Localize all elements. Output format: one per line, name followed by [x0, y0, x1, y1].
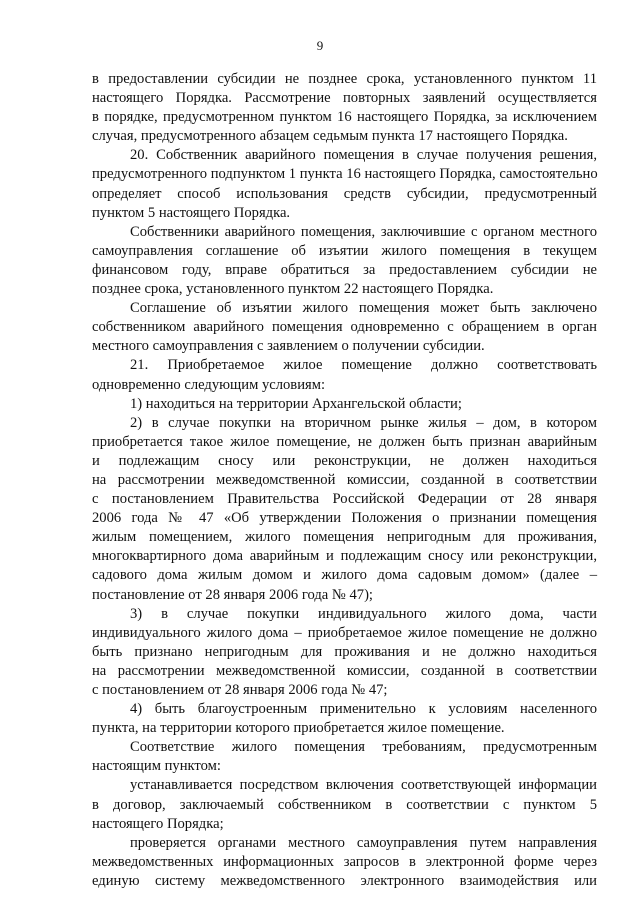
text-line: многоквартирного дома аварийным и подлежащим сносу или реконструкции, — [92, 548, 597, 565]
text-line: с постановлением Правительства Российской Федерации от 28 января — [92, 491, 597, 508]
text-line: и подлежащим сносу или реконструкции, не должен находиться — [92, 452, 597, 469]
text-line: пункта, на территории которого приобретается жилое помещение. — [92, 720, 505, 737]
text-line: межведомственных информационных запросов в электронной форме через — [92, 853, 597, 870]
text-line: Собственники аварийного помещения, заключившие с органом местного — [130, 223, 597, 240]
page-number: 9 — [316, 38, 324, 53]
text-line: садового дома жилым домом и жилого дома садовым домом» (далее – — [92, 567, 597, 584]
text-line: позднее срока, установленного пунктом 22 настоящего Порядка. — [92, 281, 494, 298]
text-line: 2) в случае покупки на вторичном рынке жилья – дом, в котором — [130, 414, 597, 431]
text-line: с постановлением от 28 января 2006 года № 47; — [92, 682, 388, 698]
text-line: 3) в случае покупки индивидуального жилого дома, части — [130, 605, 597, 622]
text-line: настоящего Порядка. Рассмотрение повторных заявлений осуществляется — [92, 90, 597, 107]
text-line: случая, предусмотренного абзацем седьмым пункта 17 настоящего Порядка. — [92, 128, 568, 145]
text-line: быть признано непригодным для проживания и не должно находиться — [92, 643, 597, 660]
text-line: предусмотренного подпунктом 1 пункта 16 настоящего Порядка, самостоятельно — [92, 166, 598, 183]
text-line: проверяется органами местного самоуправления путем направления — [130, 834, 597, 851]
text-line: 1) находиться на территории Архангельской области; — [130, 395, 462, 412]
text-line: 2006 года № 47 «Об утверждении Положения о признании помещения — [92, 510, 597, 527]
text-line: 21. Приобретаемое жилое помещение должно соответствовать — [130, 357, 597, 374]
text-line: местного самоуправления с заявлением о получении субсидии. — [92, 338, 485, 355]
text-line: 4) быть благоустроенным применительно к условиям населенного — [130, 701, 597, 718]
text-line: приобретается такое жилое помещение, не должен быть признан аварийным — [92, 433, 597, 450]
text-line: единую систему межведомственного электронного взаимодействия или — [92, 872, 597, 889]
text-line: финансовом году, вправе обратиться за предоставлением субсидии не — [92, 261, 597, 278]
document-body — [92, 70, 597, 891]
text-line: самоуправления соглашение об изъятии жилого помещения в текущем — [92, 242, 597, 259]
text-line: устанавливается посредством включения соответствующей информации — [130, 777, 597, 794]
text-line: жилым помещением, жилого помещения непригодным для проживания, — [92, 529, 597, 546]
text-line: Соглашение об изъятии жилого помещения может быть заключено — [130, 300, 597, 317]
text-line: Соответствие жилого помещения требованиям, предусмотренным — [130, 739, 597, 756]
text-line: на рассмотрении межведомственной комиссии, созданной в соответствии — [92, 662, 597, 679]
text-line: в порядке, предусмотренном пунктом 16 настоящего Порядка, за исключением — [92, 109, 597, 126]
text-line: 20. Собственник аварийного помещения в случае получения решения, — [130, 147, 597, 164]
text-line: пунктом 5 настоящего Порядка. — [92, 204, 291, 221]
text-line: настоящего Порядка; — [92, 815, 224, 832]
text-line: собственником аварийного помещения одновременно с обращением в орган — [92, 319, 597, 336]
text-line: на рассмотрении межведомственной комиссии, созданной в соответствии — [92, 471, 597, 488]
text-line: индивидуального жилого дома – приобретаемое жилое помещение не должно — [92, 624, 597, 641]
text-line: в предоставлении субсидии не позднее срока, установленного пунктом 11 — [92, 71, 597, 87]
text-line: одновременно следующим условиям: — [92, 376, 326, 393]
text-line: настоящим пунктом: — [92, 758, 221, 775]
text-line: в договор, заключаемый собственником в соответствии с пунктом 5 — [92, 796, 597, 813]
text-line: определяет способ использования средств субсидии, предусмотренный — [92, 185, 597, 202]
text-line: постановление от 28 января 2006 года № 47); — [92, 586, 373, 603]
